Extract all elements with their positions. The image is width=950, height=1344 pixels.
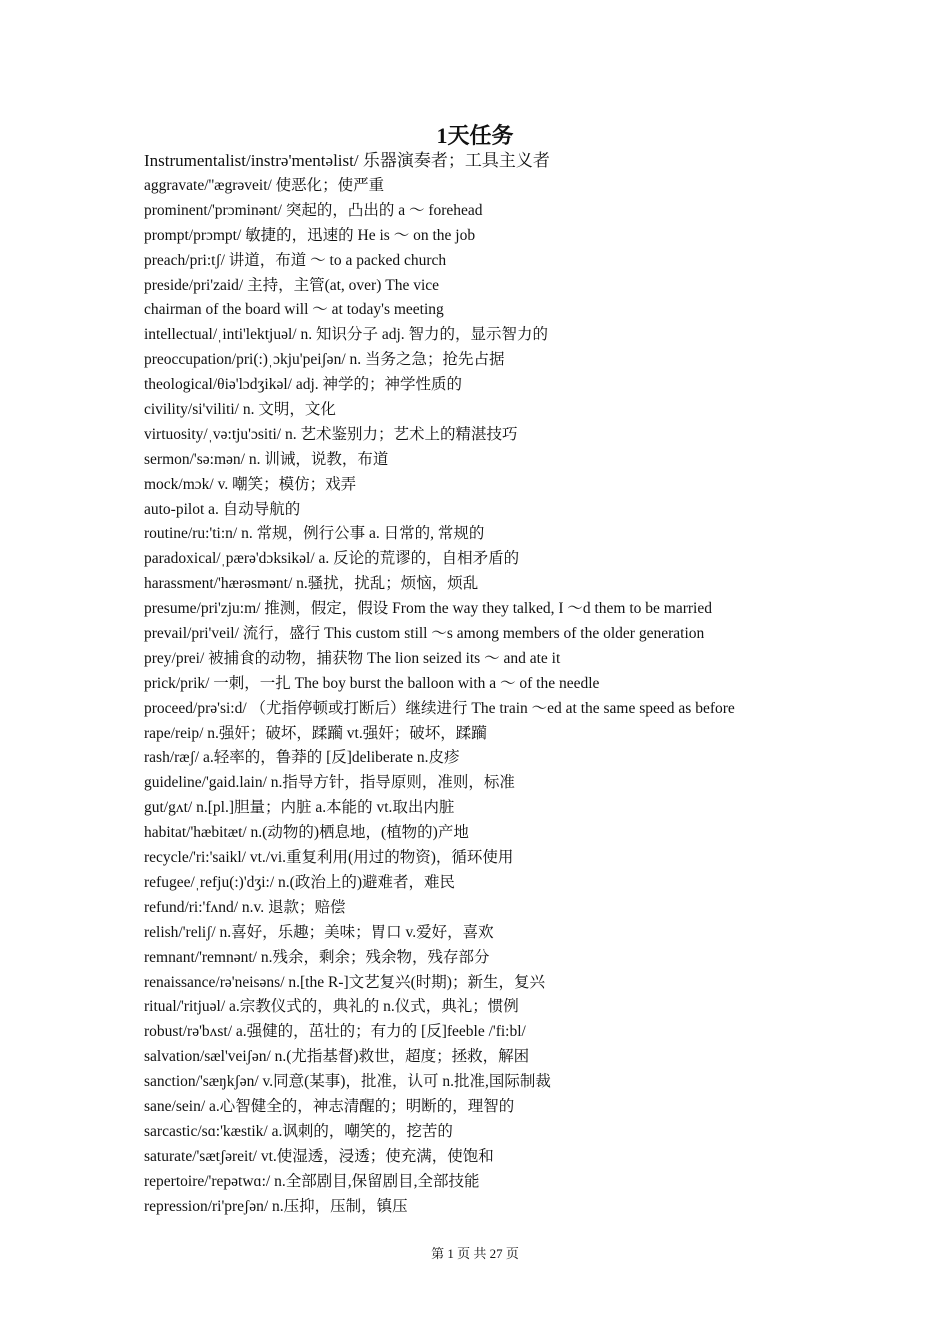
vocabulary-entry: repression/ri'preʃən/ n.压抑，压制，镇压 <box>144 1197 408 1215</box>
vocabulary-entry: prick/prik/ 一刺，一扎 The boy burst the balloon with a ～ of the needle <box>144 674 600 692</box>
vocabulary-entry: proceed/prə'si:d/ （尤指停顿或打断后）继续进行 The train ～ed at the same speed as before <box>144 699 735 717</box>
vocabulary-entry: gut/gʌt/ n.[pl.]胆量；内脏 a.本能的 vt.取出内脏 <box>144 799 455 817</box>
vocabulary-entry: prey/prei/ 被捕食的动物，捕获物 The lion seized its ～ and ate it <box>144 649 561 667</box>
vocabulary-entry: civility/si'viliti/ n. 文明，文化 <box>144 401 336 419</box>
vocabulary-entry: rape/reip/ n.强奸；破坏，蹂躏 vt.强奸；破坏，蹂躏 <box>144 724 487 742</box>
vocabulary-entry: preach/pri:tʃ/ 讲道，布道 ～ to a packed church <box>144 251 447 269</box>
vocabulary-entry: chairman of the board will ～ at today's meeting <box>144 301 444 319</box>
vocabulary-entry: paradoxical/ˌpærə'dɔksikəl/ a. 反论的荒谬的，自相矛盾的 <box>144 550 520 568</box>
vocabulary-entry: repertoire/'repətwɑ:/ n.全部剧目,保留剧目,全部技能 <box>144 1172 480 1190</box>
vocabulary-entry: habitat/'hæbitæt/ n.(动物的)栖息地，(植物的)产地 <box>144 824 469 842</box>
vocabulary-entry: mock/mɔk/ v. 嘲笑；模仿；戏弄 <box>144 475 357 493</box>
vocabulary-entry: saturate/'sætʃəreit/ vt.使湿透，浸透；使充满，使饱和 <box>144 1147 494 1165</box>
page-footer: 第 1 页 共 27 页 <box>431 1246 519 1261</box>
vocabulary-entry: ritual/'ritjuəl/ a.宗教仪式的，典礼的 n.仪式，典礼；惯例 <box>144 998 519 1016</box>
vocabulary-entry: preside/pri'zaid/ 主持，主管(at, over) The vice <box>144 276 440 294</box>
vocabulary-entry: rash/ræʃ/ a.轻率的，鲁莽的 [反]deliberate n.皮疹 <box>144 749 460 767</box>
vocabulary-entry: refugee/ˌrefju(:)'dʒi:/ n.(政治上的)避难者，难民 <box>144 873 455 891</box>
vocabulary-entry: remnant/'remnənt/ n.残余，剩余；残余物，残存部分 <box>144 948 490 966</box>
vocabulary-list <box>144 148 924 1219</box>
vocabulary-entry: guideline/'gaid.lain/ n.指导方针，指导原则，准则，标准 <box>144 774 515 792</box>
vocabulary-entry: sanction/'sæŋkʃən/ v.同意(某事)，批准，认可 n.批准,国际制裁 <box>144 1073 551 1091</box>
vocabulary-entry: renaissance/rə'neisəns/ n.[the R-]文艺复兴(时期)；新生，复兴 <box>144 973 545 991</box>
vocabulary-entry: presume/pri'zju:m/ 推测，假定，假设 From the way they talked, I ～d them to be married <box>144 600 712 618</box>
vocabulary-entry: intellectual/ˌinti'lektjuəl/ n. 知识分子 adj. 智力的，显示智力的 <box>144 326 549 344</box>
vocabulary-entry: Instrumentalist/instrə'mentəlist/ 乐器演奏者；工具主义者 <box>144 151 550 170</box>
vocabulary-entry: virtuosity/ˌvə:tju'ɔsiti/ n. 艺术鉴别力；艺术上的精湛技巧 <box>144 425 518 443</box>
vocabulary-entry: prominent/'prɔminənt/ 突起的，凸出的 a ～ forehead <box>144 201 483 219</box>
page-title: 1天任务 <box>436 123 514 148</box>
vocabulary-entry: prevail/pri'veil/ 流行，盛行 This custom still ～s among members of the older generation <box>144 625 705 643</box>
vocabulary-entry: harassment/'hærəsmənt/ n.骚扰，扰乱；烦恼，烦乱 <box>144 575 479 593</box>
vocabulary-entry: recycle/'ri:'saikl/ vt./vi.重复利用(用过的物资)，循环使用 <box>144 849 514 867</box>
vocabulary-entry: sarcastic/sɑ:'kæstik/ a.讽刺的，嘲笑的，挖苦的 <box>144 1122 453 1140</box>
vocabulary-entry: sermon/'sə:mən/ n. 训诫，说教，布道 <box>144 450 389 468</box>
vocabulary-entry: routine/ru:'ti:n/ n. 常规，例行公事 a. 日常的, 常规的 <box>144 525 485 543</box>
vocabulary-entry: prompt/prɔmpt/ 敏捷的，迅速的 He is ～ on the job <box>144 226 476 244</box>
vocabulary-entry: relish/'reliʃ/ n.喜好，乐趣；美味；胃口 v.爱好，喜欢 <box>144 923 494 941</box>
vocabulary-entry: preoccupation/pri(:)ˌɔkju'peiʃən/ n. 当务之急；抢先占据 <box>144 351 505 369</box>
vocabulary-entry: sane/sein/ a.心智健全的，神志清醒的；明断的，理智的 <box>144 1097 515 1115</box>
vocabulary-entry: auto-pilot a. 自动导航的 <box>144 500 301 518</box>
vocabulary-entry: theological/θiə'lɔdʒikəl/ adj. 神学的；神学性质的 <box>144 376 463 394</box>
vocabulary-entry: robust/rə'bʌst/ a.强健的，茁壮的；有力的 [反]feeble /'fi:bl/ <box>144 1023 526 1041</box>
vocabulary-entry: aggravate/''ægrəveit/ 使恶化；使严重 <box>144 177 385 194</box>
vocabulary-entry: salvation/sæl'veiʃən/ n.(尤指基督)救世，超度；拯救，解困 <box>144 1048 530 1066</box>
vocabulary-entry: refund/ri:'fʌnd/ n.v. 退款；赔偿 <box>144 898 346 916</box>
